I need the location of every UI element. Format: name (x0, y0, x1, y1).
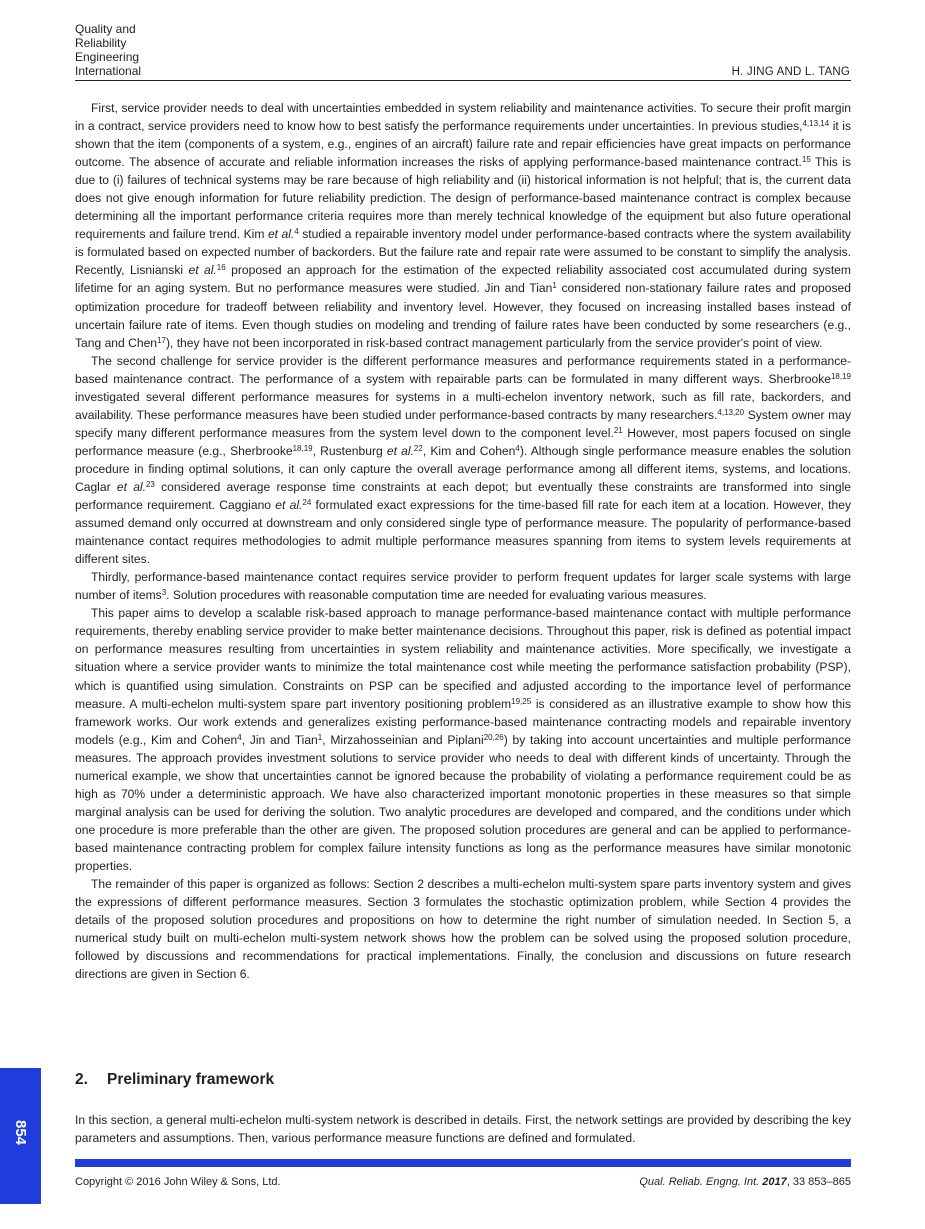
section-intro-paragraph: In this section, a general multi-echelon multi-system network is described in details. First, the network settings are provided by describing the key parameters and assumptions. Then, various performance measure functions are defined and formulated. (75, 1113, 851, 1146)
body-text (75, 99, 851, 983)
page-number-tab (0, 1068, 41, 1204)
page-header (0, 0, 925, 82)
footer-rule (75, 1159, 851, 1167)
header-rule (75, 80, 851, 81)
section-heading (75, 1071, 274, 1089)
journal-name (75, 22, 235, 78)
citation-journal: Qual. Reliab. Engng. Int. (639, 1176, 760, 1188)
paragraph: The remainder of this paper is organized as follows: Section 2 describes a multi-echelon multi-system spare parts inventory system and gives the expressions of different performance measures. Section 3 formulates the stochastic optimization problem, while Section 4 provides the details of the proposed solution procedures and propositions on how to determine the right number of simulation needed. In Section 5, a numerical study built on multi-echelon multi-system network shows how the problem can be solved using the proposed solution procedure, followed by discussions and recommendations for practical implementations. Finally, the conclusion and discussions on future research directions are given in Section 6. (75, 877, 851, 982)
journal-name-line: Reliability (75, 36, 127, 50)
citation-line (639, 1176, 851, 1188)
running-head-authors: H. JING AND L. TANG (731, 66, 850, 78)
paragraph: Thirdly, performance-based maintenance contact requires service provider to perform frequent updates for larger scale systems with large number of items$^3$. Solution procedures with reasonable computation time are needed for evaluating various measures. (75, 570, 851, 603)
paragraph: This paper aims to develop a scalable risk-based approach to manage performance-based maintenance contact with multiple performance requirements, thereby enabling service provider to make better maintenance decisions. Throughout this paper, risk is defined as potential impact on performance measures resulting from uncertainties in system reliability and maintenance activities. More specifically, we investigate a situation where a service provider wants to minimize the total maintenance cost while meeting the performance satisfaction probability (PSP), which is quantified using simulation. Constraints on PSP can be specified and adjusted according to the importance level of performance measure. A multi-echelon multi-system spare part inventory positioning problem$^{19,25}$ is considered as an illustrative example to show how this framework works. Our work extends and generalizes existing performance-based maintenance contracting models and repairable inventory models (e.g., Kim and Cohen$^4$, Jin and Tian$^1$, Mirzahosseinian and Piplani$^{20,26}$) by taking into account uncertainties and multiple performance measures. The approach provides investment solutions to service provider who needs to deal with different kinds of uncertainty. Through the numerical example, we show that uncertainties cannot be ignored because the probability of violating a performance requirement could be as high as 70% under a deterministic approach. We have also characterized important monotonic properties in these measures so that simple marginal analysis can be used for deriving the solution. Two analytic procedures are developed and compared, and the conditions under which one procedure is more preferable than the other are given. The proposed solution procedures are general and can be applied to performance-based maintenance contracting problem for complex failure intensity functions as long as the performance measures have similar monotonic properties. (75, 606, 851, 873)
paragraph: First, service provider needs to deal with uncertainties embedded in system reliability and maintenance activities. To secure their profit margin in a contract, service providers need to know how to best satisfy the performance requirements under uncertainties. In previous studies,$^{4,13,14}$ it is shown that the item (components of a system, e.g., engines of an aircraft) failure rate and repair efficiencies have great impacts on performance outcome. The absence of accurate and reliable information increases the risks of applying performance-based maintenance contract.$^{15}$ This is due to (i) failures of technical systems may be rare because of high reliability and (ii) historical information is not helpful; that is, the current data does not give enough information for future reliability prediction. The design of performance-based maintenance contract is complex because determining all the important performance criteria requires more than merely technical knowledge of the equipment but also future operational requirements and failure trend. Kim et al.$^4$ studied a repairable inventory model under performance-based contracts where the system availability is formulated based on expected number of backorders. But the failure rate and repair rate were assumed to be constant to simplify the analysis. Recently, Lisnianski et al.$^{16}$ proposed an approach for the estimation of the expected reliability associated cost accumulated during system lifetime for an aging system. But no performance measures were studied. Jin and Tian$^1$ considered non-stationary failure rates and proposed optimization procedure for tradeoff between reliability and inventory level. However, they focused on increasing installed bases instead of uncertain failure rate of items. Even though studies on modeling and trending of failure rates have been conducted by some researchers (e.g., Tang and Chen$^{17}$), they have not been incorporated in risk-based contract management particularly from the service provider's point of view. (75, 101, 851, 350)
copyright-notice: Copyright © 2016 John Wiley & Sons, Ltd. (75, 1176, 281, 1188)
citation-year: 2017 (762, 1176, 787, 1188)
paragraph: The second challenge for service provider is the different performance measures and performance requirements stated in a performance-based maintenance contract. The performance of a system with repairable parts can be formulated in many different ways. Sherbrooke$^{18,19}$ investigated several different performance measures for systems in a multi-echelon inventory network, such as fill rate, backorders, and availability. These performance measures have been studied under performance-based contracts by many researchers.$^{4,13,20}$ System owner may specify many different performance measures from the system level down to the component level.$^{21}$ However, most papers focused on single performance measure (e.g., Sherbrooke$^{18,19}$, Rustenburg et al.$^{22}$, Kim and Cohen$^4$). Although single performance measure enables the solution procedure in finding optimal solutions, it can only capture the overall average performance among all different items, systems, and locations. Caglar et al.$^{23}$ considered average response time constraints at each depot; but eventually these constraints are transformed into single performance requirement. Caggiano et al.$^{24}$ formulated exact expressions for the time-based fill rate for each item at a location. However, they assumed demand only occurred at downstream and only considered single type of performance measure. The popularity of performance-based maintenance contact requires methodologies to admit multiple performance measures spanning from items to system levels requirements at different sites. (75, 353, 851, 567)
journal-name-line: Quality and (75, 22, 136, 36)
citation-volume-pages: , 33 853–865 (786, 1176, 851, 1188)
journal-name-line: Engineering (75, 50, 140, 64)
page-number: 854 (12, 1119, 29, 1146)
journal-name-line: International (75, 64, 142, 78)
section-number: 2. (75, 1071, 88, 1088)
section-title: Preliminary framework (107, 1071, 275, 1088)
